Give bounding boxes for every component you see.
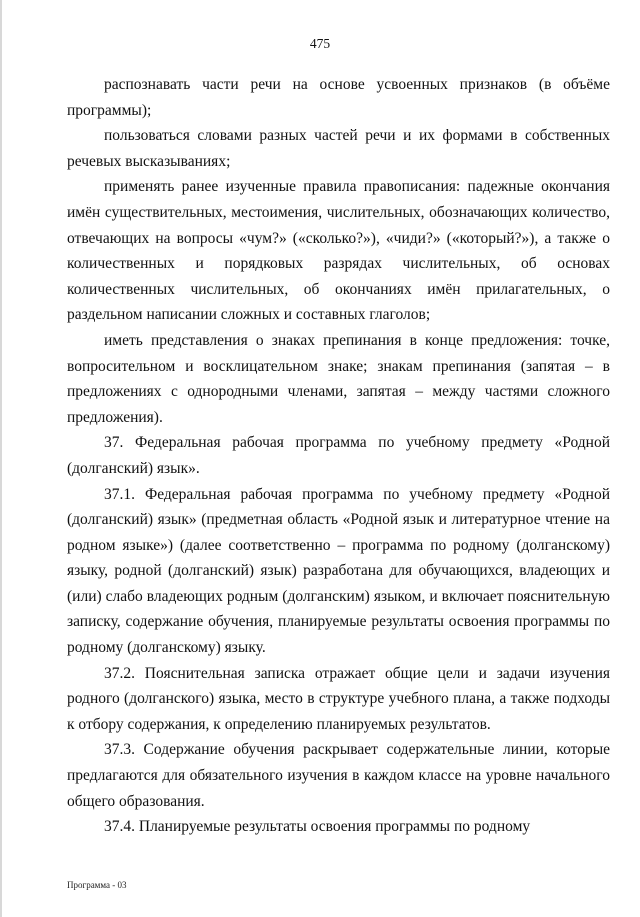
section-37-3: 37.3. Содержание обучения раскрывает содержательные линии, которые предлагаются для обязательного изучения в каждом классе на уровне начального общего образования. xyxy=(67,741,610,810)
page-body xyxy=(67,72,610,840)
section-37-1: 37.1. Федеральная рабочая программа по учебному предмету «Родной (долганский) язык» (предметная область «Родной язык и литературное чтение на родном языке») (далее соответственно – программа по родному (долганскому) языку, родной (долганский) язык) разработана для обучающихся, владеющих и (или) слабо владеющих родным (долганским) языком, и включает пояснительную записку, содержание обучения, планируемые результаты освоения программы по родному (долганскому) языку. xyxy=(67,485,610,657)
paragraph-spelling-rules: применять ранее изученные правила правописания: падежные окончания имён существительных, местоимения, числительных, обозначающих количество, отвечающих на вопросы «чум?» («сколько?»), «чиди?» («который?»), а также о количественных и порядковых разрядах числительных, об основах количественных числительных, об окончаниях имён прилагательных, о раздельном написании сложных и составных глаголов; xyxy=(67,178,610,324)
section-37-4: 37.4. Планируемые результаты освоения программы по родному xyxy=(104,818,531,836)
paragraph-word-forms: пользоваться словами разных частей речи и их формами в собственных речевых высказываниях; xyxy=(67,127,610,170)
section-heading-37: 37. Федеральная рабочая программа по учебному предмету «Родной (долганский) язык». xyxy=(67,434,610,477)
paragraph-punctuation: иметь представления о знаках препинания в конце предложения: точке, вопросительном и восклицательном знаке; знакам препинания (запятая – в предложениях с однородными членами, запятая – между частями сложного предложения). xyxy=(67,331,610,426)
paragraph-parts-of-speech: распознавать части речи на основе усвоенных признаков (в объёме программы); xyxy=(67,76,610,119)
page-footer: Программа - 03 xyxy=(67,880,127,890)
scan-edge xyxy=(0,0,2,917)
section-37-2: 37.2. Пояснительная записка отражает общие цели и задачи изучения родного (долганского) языка, место в структуре учебного плана, а также подходы к отбору содержания, к определению планируемых результатов. xyxy=(67,664,610,733)
page-number: 475 xyxy=(309,36,331,51)
